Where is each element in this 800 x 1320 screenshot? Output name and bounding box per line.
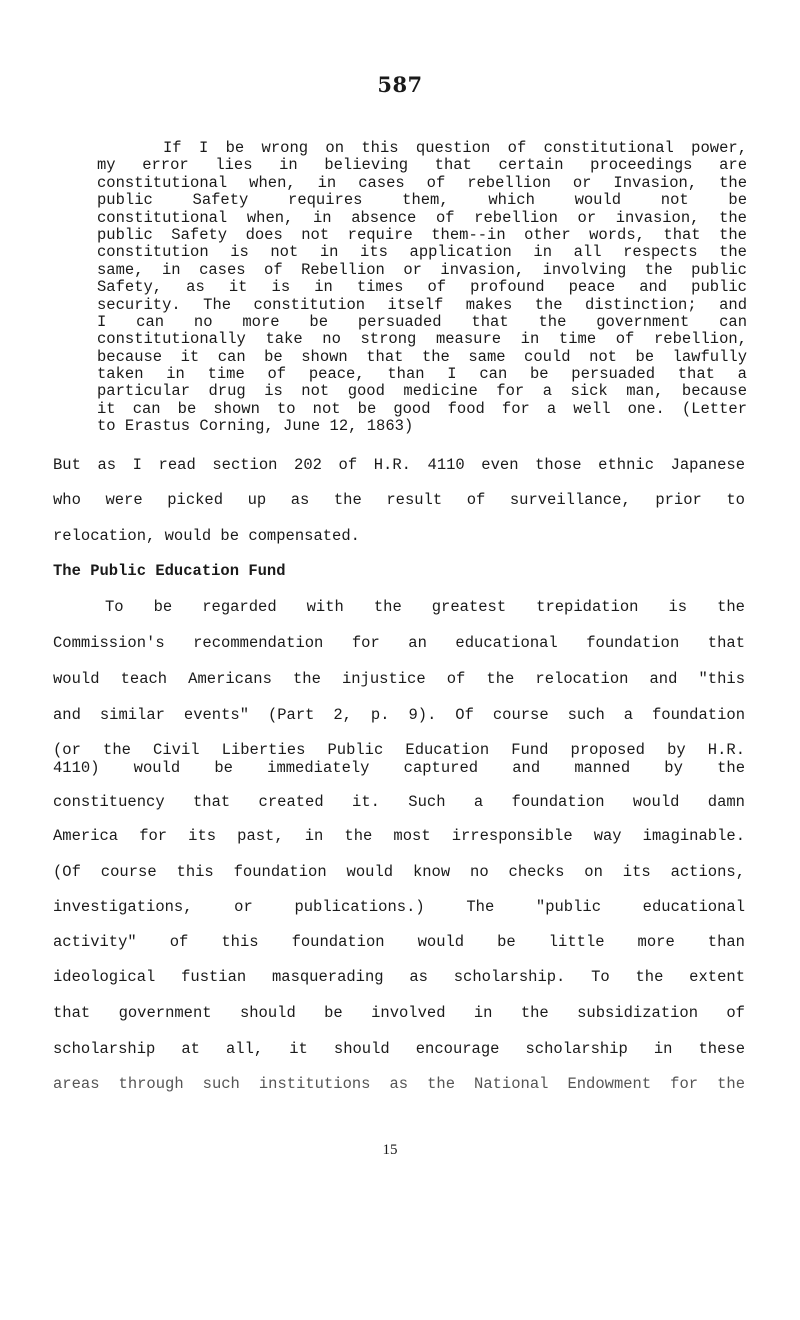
quote-line: If I be wrong on this question of constitutional power, xyxy=(163,139,747,157)
page-number: 587 xyxy=(377,72,423,97)
quote-line: constitutionally take no strong measure in time of rebellion, xyxy=(97,330,747,349)
paragraph-line: and similar events" (Part 2, p. 9). Of course such a foundation xyxy=(53,706,745,724)
quote-line: same, in cases of Rebellion or invasion, involving the public xyxy=(97,260,747,279)
paragraph-line: But as I read section 202 of H.R. 4110 even those ethnic Japanese xyxy=(53,456,745,474)
paragraph-line: scholarship at all, it should encourage scholarship in these xyxy=(53,1040,745,1058)
quote-line: Safety, as it is in times of profound peace and public xyxy=(97,278,747,297)
quote-line: public Safety requires them, which would not be xyxy=(97,191,747,210)
paragraph-line: relocation, would be compensated. xyxy=(53,527,360,545)
quote-line: to Erastus Corning, June 12, 1863) xyxy=(97,417,414,436)
quote-line: constitutional when, in absence of rebellion or invasion, the xyxy=(97,208,747,227)
section-heading: The Public Education Fund xyxy=(53,562,286,580)
quote-line: my error lies in believing that certain proceedings are xyxy=(97,156,747,175)
paragraph-line: would teach Americans the injustice of the relocation and "this xyxy=(53,670,745,688)
paragraph-line: (Of course this foundation would know no checks on its actions, xyxy=(53,863,745,881)
paragraph-line: who were picked up as the result of surveillance, prior to xyxy=(53,491,745,509)
paragraph-line: areas through such institutions as the National Endowment for the xyxy=(53,1075,745,1093)
paragraph-line: Commission's recommendation for an educational foundation that xyxy=(53,634,745,652)
quote-line: security. The constitution itself makes the distinction; and xyxy=(97,295,747,314)
paragraph-line: (or the Civil Liberties Public Education Fund proposed by H.R. xyxy=(53,741,745,759)
paragraph-line: activity" of this foundation would be little more than xyxy=(53,933,745,951)
quote-line: constitutional when, in cases of rebellion or Invasion, the xyxy=(97,173,747,192)
paragraph-line: investigations, or publications.) The "public educational xyxy=(53,898,745,916)
quote-line: public Safety does not require them--in other words, that the xyxy=(97,225,747,244)
block-quote xyxy=(97,140,747,436)
quote-line: because it can be shown that the same could not be lawfully xyxy=(97,347,747,366)
paragraph-line: that government should be involved in the subsidization of xyxy=(53,1004,745,1022)
paragraph-line: To be regarded with the greatest trepidation is the xyxy=(105,598,745,616)
footer-page-number: 15 xyxy=(382,1142,398,1158)
paragraph-line: 4110) would be immediately captured and manned by the xyxy=(53,759,745,777)
paragraph-line: America for its past, in the most irresponsible way imaginable. xyxy=(53,827,745,845)
quote-line: constitution is not in its application in all respects the xyxy=(97,243,747,262)
quote-line: taken in time of peace, than I can be persuaded that a xyxy=(97,365,747,384)
paragraph-line: constituency that created it. Such a foundation would damn xyxy=(53,793,745,811)
quote-line: it can be shown to not be good food for a well one. (Letter xyxy=(97,399,747,418)
paragraph-line: ideological fustian masquerading as scholarship. To the extent xyxy=(53,968,745,986)
quote-line: I can no more be persuaded that the government can xyxy=(97,312,747,331)
quote-line: particular drug is not good medicine for a sick man, because xyxy=(97,382,747,401)
